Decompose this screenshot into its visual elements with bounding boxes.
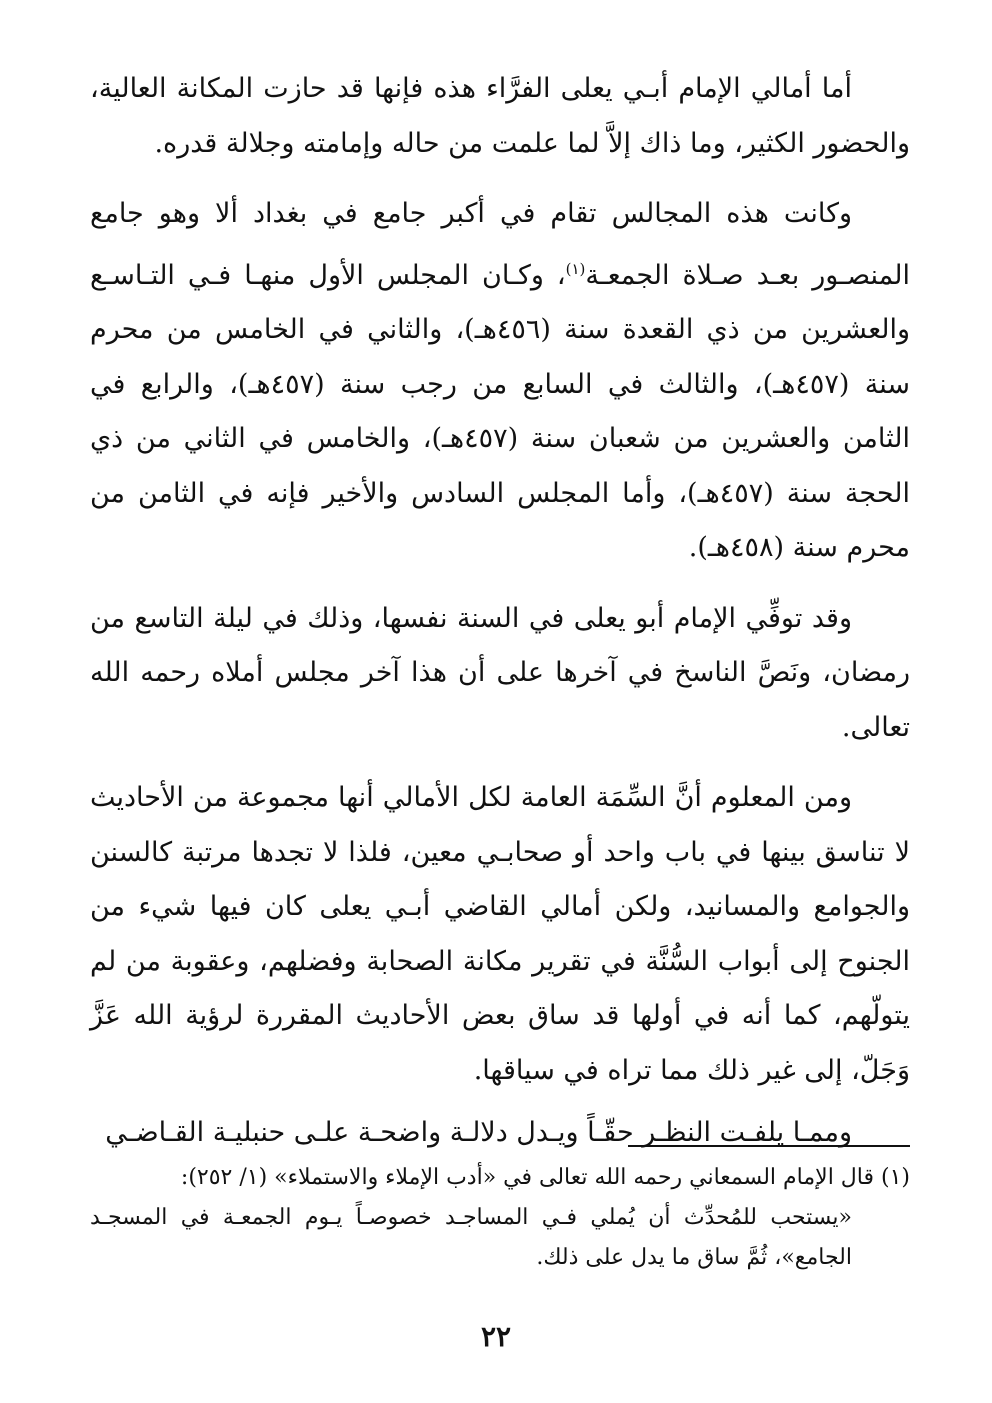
paragraph-majalis-dates-part2: ، وكـان المجلس الأول منهـا فـي التـاسـع والعشرين من ذي القعدة سنة (٤٥٦هـ)، والثاني في الخامس من محرم سنة (٤٥٧هـ)، والثالث في السابع من رجب سنة (٤٥٧هـ)، والرابع في الثامن والعشرين من شعبان سنة (٤٥٧هـ)، والخامس في الثاني من ذي الحجة سنة (٤٥٧هـ)، وأما المجلس السادس والأخير فإنه في الثامن من محرم سنة (٤٥٨هـ). — [90, 259, 910, 563]
main-text — [90, 62, 910, 1161]
paragraph-majalis-dates — [90, 187, 910, 576]
paragraph-amali-character: ومن المعلوم أنَّ السِّمَة العامة لكل الأمالي أنها مجموعة من الأحاديث لا تناسق بينها في باب واحد أو صحابـي معين، فلذا لا تجدها مرتبة كالسنن والجوامع والمسانيد، ولكن أمالي القاضي أبـي يعلى كان فيها شيء من الجنوح إلى أبواب السُّنَّة في تقرير مكانة الصحابة وفضلهم، وعقوبة من لم يتولّهم، كما أنه في أولها قد ساق بعض الأحاديث المقررة لرؤية الله عَزَّ وَجَلّ، إلى غير ذلك مما تراه في سياقها. — [90, 782, 910, 1086]
footnote-reference: (١) — [565, 259, 586, 278]
paragraph-majalis-dates-part1: وكانت هذه المجالس تقام في أكبر جامع في بغداد ألا وهو جامع المنصـور بعـد صـلاة الجمعـة — [90, 198, 910, 291]
paragraph-amali-status: أما أمالي الإمام أبـي يعلى الفرَّاء هذه فإنها قد حازت المكانة العالية، والحضور الكثير، وما ذاك إلاَّ لما علمت من حاله وإمامته وجلالة قدره. — [90, 73, 910, 159]
footnote-line-2: «يستحب للمُحدِّث أن يُملي فـي المساجـد خصوصـاً يـوم الجمعـة في المسجـد الجامع»، ثُمَّ ساق ما يدل على ذلك. — [90, 1205, 852, 1270]
page-number: ٢٢ — [480, 1320, 512, 1353]
footnote-line-1: (١) قال الإمام السمعاني رحمه الله تعالى في «أدب الإملاء والاستملاء» (١/ ٢٥٢): — [180, 1165, 910, 1190]
footnote — [90, 1158, 910, 1278]
footnote-separator — [628, 1145, 910, 1147]
paragraph-hanbali-note: وممـا يلفـت النظـر حقّـاً ويـدل دلالـة واضحـة علـى حنبليـة القـاضـي — [105, 1117, 852, 1148]
paragraph-death-note: وقد توفِّي الإمام أبو يعلى في السنة نفسها، وذلك في ليلة التاسع من رمضان، ونَصَّ الناسخ في آخرها على أن هذا آخر مجلس أملاه رحمه الله تعالى. — [90, 602, 910, 743]
